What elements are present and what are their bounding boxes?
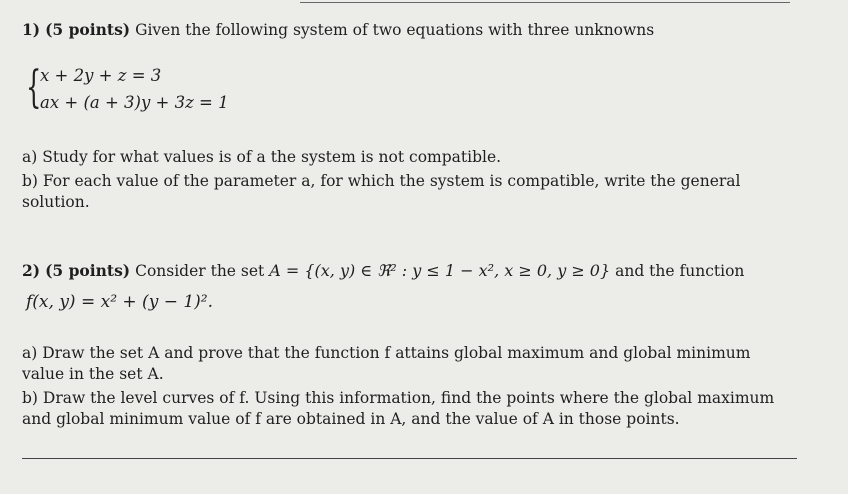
- problem2-points: (5 points): [45, 261, 131, 280]
- function-definition: f(x, y) = x² + (y − 1)².: [26, 292, 214, 312]
- problem1-part-b-line1: b) For each value of the parameter a, for which the system is compatible, write the general: [22, 172, 741, 190]
- equation-2: ax + (a + 3)y + 3z = 1: [40, 93, 229, 112]
- top-rule: [300, 2, 790, 3]
- system-brace: {: [26, 62, 42, 113]
- problem2-intro: Consider the set: [135, 262, 265, 280]
- problem2-part-a-line2: value in the set A.: [22, 365, 164, 383]
- problem1-header: [22, 20, 654, 39]
- problem2-number: 2): [22, 261, 41, 280]
- problem1-points: (5 points): [45, 20, 131, 39]
- problem2-part-b-line1: b) Draw the level curves of f. Using this information, find the points where the global maximum: [22, 389, 775, 407]
- problem1-number: 1): [22, 20, 41, 39]
- problem1-part-a: a) Study for what values is of a the system is not compatible.: [22, 148, 502, 166]
- problem2-part-a-line1: a) Draw the set A and prove that the function f attains global maximum and global minimum: [22, 344, 751, 362]
- set-definition: A = {(x, y) ∈ ℜ² : y ≤ 1 − x², x ≥ 0, y ≥ 0}: [269, 261, 611, 280]
- problem2-part-b-line2: and global minimum value of f are obtained in A, and the value of A in those points.: [22, 410, 680, 428]
- problem1-part-b-line2: solution.: [22, 193, 90, 211]
- bottom-rule: [22, 458, 797, 459]
- problem1-intro: Given the following system of two equations with three unknowns: [135, 21, 655, 39]
- equation-1: x + 2y + z = 3: [40, 66, 162, 85]
- problem2-header: [22, 261, 744, 280]
- and-function-text: and the function: [615, 262, 745, 280]
